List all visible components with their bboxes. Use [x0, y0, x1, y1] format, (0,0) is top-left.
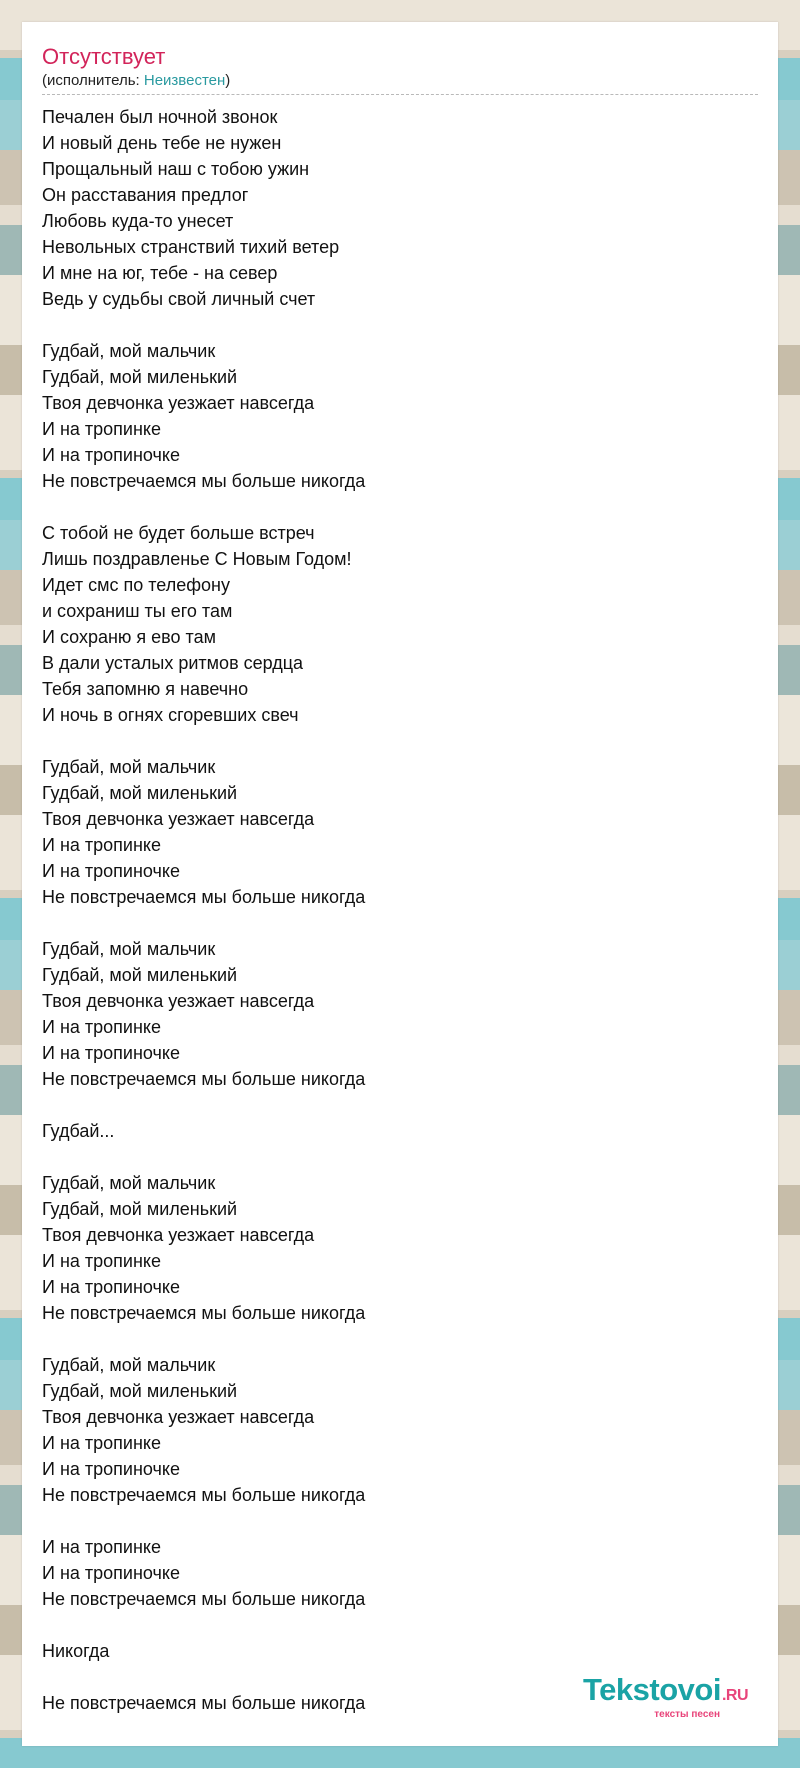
lyrics-line: Тебя запомню я навечно	[42, 679, 249, 699]
lyrics-stanza	[42, 754, 758, 910]
lyrics-stanza	[42, 104, 758, 312]
lyrics-stanza	[42, 936, 758, 1092]
lyrics-line: И на тропиночке	[42, 1563, 180, 1583]
lyrics-line: Печален был ночной звонок	[42, 107, 278, 127]
lyrics-line: Твоя девчонка уезжает навсегда	[42, 1225, 315, 1245]
lyrics-line: Гудбай, мой миленький	[42, 965, 238, 985]
lyrics-line: Прощальный наш с тобою ужин	[42, 159, 310, 179]
lyrics-line: И ночь в огнях сгоревших свеч	[42, 705, 299, 725]
lyrics-line: Лишь поздравленье С Новым Годом!	[42, 549, 352, 569]
lyrics-line: Гудбай...	[42, 1121, 115, 1141]
lyrics-line: Любовь куда-то унесет	[42, 211, 234, 231]
lyrics-line: И на тропиночке	[42, 1459, 180, 1479]
artist-prefix: (исполнитель:	[42, 72, 144, 89]
lyrics-line: Невольных странствий тихий ветер	[42, 237, 340, 257]
lyrics-line: Не повстречаемся мы больше никогда	[42, 1589, 366, 1609]
lyrics-line: Гудбай, мой миленький	[42, 783, 238, 803]
logo-suffix: .RU	[721, 1687, 748, 1704]
lyrics-line: Твоя девчонка уезжает навсегда	[42, 809, 315, 829]
logo-tagline: тексты песен	[654, 1709, 720, 1720]
lyrics-line: В дали усталых ритмов сердца	[42, 653, 304, 673]
lyrics-line: Твоя девчонка уезжает навсегда	[42, 1407, 315, 1427]
lyrics-stanza	[42, 1352, 758, 1508]
lyrics-stanza	[42, 520, 758, 728]
lyrics-line: Твоя девчонка уезжает навсегда	[42, 991, 315, 1011]
lyrics-line: Никогда	[42, 1641, 110, 1661]
artist-line	[42, 72, 758, 90]
lyrics-line: С тобой не будет больше встреч	[42, 523, 315, 543]
lyrics-line: И на тропинке	[42, 835, 161, 855]
lyrics-stanza	[42, 1534, 758, 1612]
lyrics-line: Твоя девчонка уезжает навсегда	[42, 393, 315, 413]
lyrics-sheet	[22, 22, 778, 1746]
lyrics-line: И мне на юг, тебе - на север	[42, 263, 278, 283]
lyrics-line: Ведь у судьбы свой личный счет	[42, 289, 316, 309]
lyrics-line: И на тропиночке	[42, 1043, 180, 1063]
lyrics-line: Гудбай, мой мальчик	[42, 1173, 216, 1193]
lyrics-line: Не повстречаемся мы больше никогда	[42, 887, 366, 907]
song-title: Отсутствует	[42, 44, 166, 69]
lyrics-line: И на тропинке	[42, 1433, 161, 1453]
lyrics-line: И на тропинке	[42, 1537, 161, 1557]
logo-wordmark	[583, 1672, 748, 1711]
lyrics-line: Гудбай, мой мальчик	[42, 341, 216, 361]
lyrics-line: Гудбай, мой мальчик	[42, 1355, 216, 1375]
lyrics-line: Гудбай, мой миленький	[42, 367, 238, 387]
lyrics-stanza	[42, 1118, 758, 1144]
lyrics-line: Гудбай, мой мальчик	[42, 757, 216, 777]
logo-main-text: Tekstovoi	[583, 1672, 721, 1707]
lyrics-line: И новый день тебе не нужен	[42, 133, 282, 153]
lyrics-line: Гудбай, мой мальчик	[42, 939, 216, 959]
lyrics-line: Гудбай, мой миленький	[42, 1381, 238, 1401]
lyrics-line: Идет смс по телефону	[42, 575, 230, 595]
song-header	[42, 42, 758, 95]
lyrics-line: И на тропинке	[42, 419, 161, 439]
artist-suffix: )	[225, 72, 231, 89]
artist-link[interactable]: Неизвестен	[143, 72, 226, 89]
site-logo[interactable]	[583, 1672, 748, 1720]
lyrics-line: Не повстречаемся мы больше никогда	[42, 1303, 366, 1323]
lyrics-line: и сохраниш ты его там	[42, 601, 233, 621]
lyrics-line: Гудбай, мой миленький	[42, 1199, 238, 1219]
lyrics-line: Не повстречаемся мы больше никогда	[42, 1693, 366, 1713]
lyrics-line: И на тропиночке	[42, 1277, 180, 1297]
lyrics-line: И сохраню я ево там	[42, 627, 216, 647]
lyrics-line: И на тропинке	[42, 1017, 161, 1037]
lyrics-stanza	[42, 338, 758, 494]
lyrics-line: Не повстречаемся мы больше никогда	[42, 471, 366, 491]
lyrics-text	[42, 104, 758, 1742]
lyrics-line: И на тропиночке	[42, 861, 180, 881]
lyrics-line: Не повстречаемся мы больше никогда	[42, 1069, 366, 1089]
lyrics-line: И на тропинке	[42, 1251, 161, 1271]
lyrics-stanza	[42, 1170, 758, 1326]
lyrics-line: Он расставания предлог	[42, 185, 249, 205]
lyrics-stanza	[42, 1638, 758, 1664]
lyrics-line: Не повстречаемся мы больше никогда	[42, 1485, 366, 1505]
lyrics-line: И на тропиночке	[42, 445, 180, 465]
